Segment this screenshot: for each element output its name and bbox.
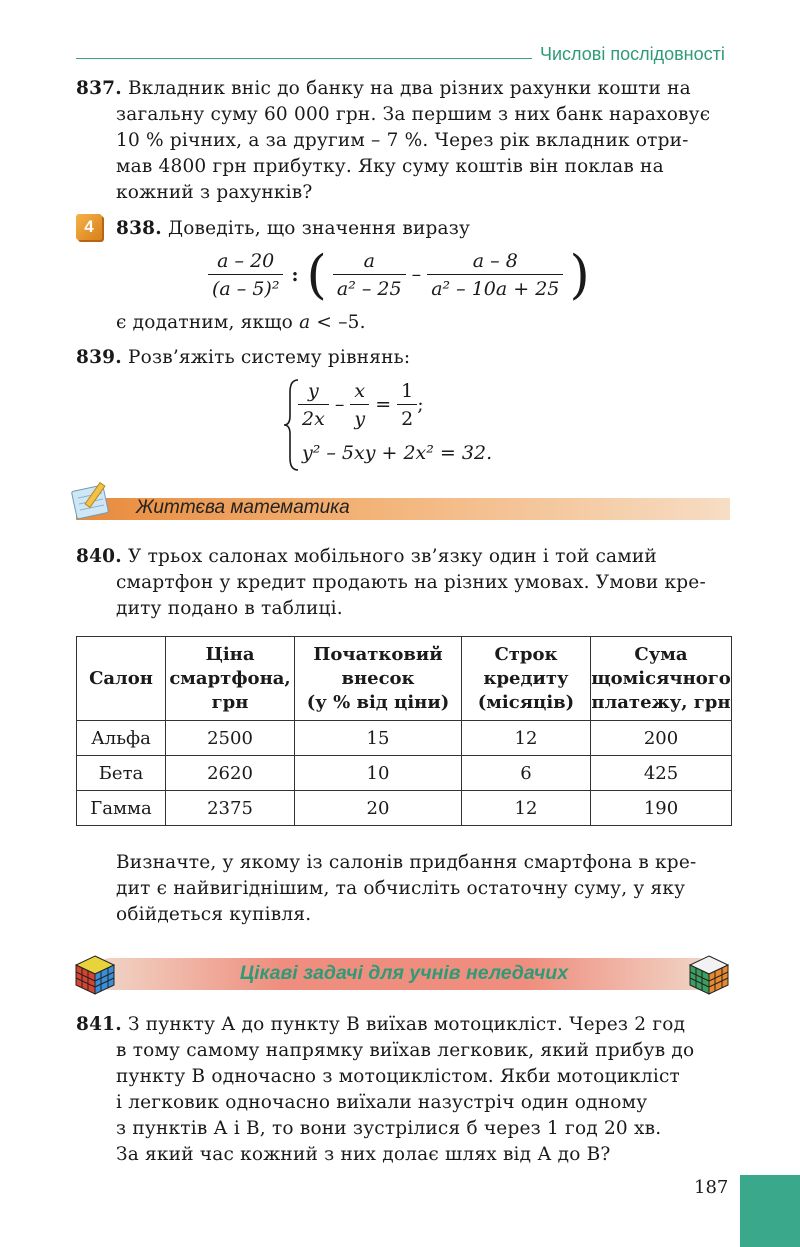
problem-841: [76, 1012, 730, 1168]
fraction: $\frac{a - 8}{\text{a² – 10a + 25}}$: [427, 248, 563, 303]
equation-1: $\frac{y}{2x}$ – $\frac{x}{y}$ = $\frac{1}{2}$ ;: [298, 378, 558, 433]
problem-number: 838.: [116, 218, 162, 239]
text-line: З пункту А до пункту В виїхав мотоцикліст. Через 2 год: [127, 1014, 686, 1035]
problem-number: 837.: [76, 78, 122, 99]
text-line: пункту В одночасно з мотоциклістом. Якби мотоцикліст: [116, 1066, 680, 1087]
problem-839-intro: [76, 345, 410, 371]
header-rule: [76, 58, 532, 59]
table-row: [77, 756, 732, 791]
text-line: смартфон у кредит продають на різних умовах. Умови кре-: [116, 572, 706, 593]
text-line: У трьох салонах мобільного зв’язку один і той самий: [127, 546, 657, 567]
problem-number: 839.: [76, 347, 122, 368]
table-header-row: [77, 637, 732, 721]
left-paren: (: [306, 245, 327, 306]
right-paren: ): [569, 245, 590, 306]
chapter-title: Числові послідовності: [540, 44, 725, 64]
table-cell: 2620: [166, 756, 295, 791]
fraction: $\frac{a - 20}{\text{(a – 5)²}}$: [208, 248, 283, 303]
text-line: дит є найвигіднішим, та обчисліть остаточну суму, у яку: [116, 878, 686, 899]
text-line: Вкладник вніс до банку на два різних рахунки кошти на: [127, 78, 691, 99]
fraction: $\frac{a}{\text{a² – 25}}$: [333, 248, 406, 303]
column-header: Салон: [77, 637, 166, 721]
table-cell: 10: [295, 756, 462, 791]
operator: –: [411, 263, 422, 286]
page-corner-tab: [740, 1175, 800, 1247]
table-cell: 2500: [166, 721, 295, 756]
text-line: Розв’яжіть систему рівнянь:: [127, 347, 411, 368]
table-cell: 2375: [166, 791, 295, 826]
expression-838: [208, 245, 608, 308]
text-line: загальну суму 60 000 грн. За першим з них банк нараховує: [116, 104, 711, 125]
table-cell: 15: [295, 721, 462, 756]
text-line: За який час кожний з них долає шлях від А до В?: [116, 1144, 611, 1165]
problem-837: [76, 76, 730, 206]
table-cell: 425: [591, 756, 732, 791]
table-row: [77, 791, 732, 826]
problem-838-condition: є додатним, якщо a < –5.: [116, 312, 366, 333]
table-cell: 12: [462, 791, 591, 826]
problem-840-question: [116, 850, 730, 928]
problem-number: 841.: [76, 1014, 122, 1035]
text-line: мав 4800 грн прибутку. Яку суму коштів він поклав на: [116, 156, 664, 177]
table-row: [77, 721, 732, 756]
table-cell: Альфа: [77, 721, 166, 756]
text-line: обійдеться купівля.: [116, 904, 312, 925]
text-line: і легковик одночасно виїхали назустріч один одному: [116, 1092, 648, 1113]
rubiks-cube-icon: [72, 952, 118, 998]
column-header: Початковий внесок (у % від ціни): [295, 637, 462, 721]
equation-2: y² – 5xy + 2x² = 32.: [302, 442, 493, 464]
section-title: Життєва математика: [136, 497, 350, 518]
text-line: диту подано в таблиці.: [116, 598, 343, 619]
credit-conditions-table: [76, 636, 732, 826]
section-title: Цікаві задачі для учнів неледачих: [239, 962, 569, 984]
problem-number: 840.: [76, 546, 122, 567]
column-header: Строк кредиту (місяців): [462, 637, 591, 721]
text-line: кожний з рахунків?: [116, 182, 313, 203]
table-cell: 20: [295, 791, 462, 826]
problem-838-intro: [116, 216, 470, 242]
text-line: Визначте, у якому із салонів придбання смартфона в кре-: [116, 852, 697, 873]
text-line: з пунктів А і В, то вони зустрілися б через 1 год 20 хв.: [116, 1118, 662, 1139]
table-cell: Гамма: [77, 791, 166, 826]
notepad-pencil-icon: [70, 480, 116, 520]
table-cell: 6: [462, 756, 591, 791]
page-number: 187: [694, 1177, 729, 1198]
difficulty-level-icon: 4: [76, 214, 102, 240]
text-line: 10 % річних, а за другим – 7 %. Через рік вкладник отри-: [116, 130, 689, 151]
column-header: Сума щомісячного платежу, грн: [591, 637, 732, 721]
text-line: Доведіть, що значення виразу: [167, 218, 471, 239]
table-cell: Бета: [77, 756, 166, 791]
rubiks-cube-icon: [686, 952, 732, 998]
table-cell: 190: [591, 791, 732, 826]
column-header: Ціна смартфона, грн: [166, 637, 295, 721]
table-cell: 12: [462, 721, 591, 756]
operator: :: [291, 263, 299, 286]
problem-840: [76, 544, 730, 622]
text-line: в тому самому напрямку виїхав легковик, який прибув до: [116, 1040, 695, 1061]
table-cell: 200: [591, 721, 732, 756]
